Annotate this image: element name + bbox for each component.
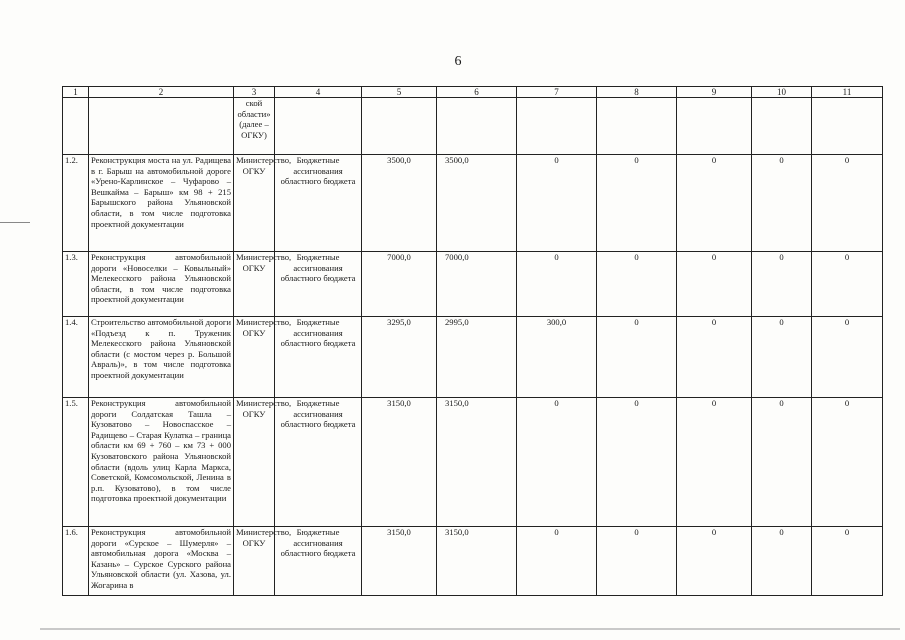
project-name: Реконструкция автомобильной дороги «Новоселки – Ковыльный» Мелекесского района Ульяновской области, в том числе подготовка проектной документации bbox=[89, 252, 234, 317]
value-cell: 0 bbox=[752, 155, 812, 252]
col-header: 5 bbox=[362, 87, 437, 98]
value-cell: 0 bbox=[517, 527, 597, 596]
col-header: 8 bbox=[597, 87, 677, 98]
value-cell: 3150,0 bbox=[437, 527, 517, 596]
value-cell: 2995,0 bbox=[437, 317, 517, 398]
col-header: 7 bbox=[517, 87, 597, 98]
row-number: 1.6. bbox=[63, 527, 89, 596]
col-header: 3 bbox=[234, 87, 275, 98]
value-cell: 3150,0 bbox=[437, 398, 517, 527]
page-number: 6 bbox=[454, 54, 462, 69]
project-name: Реконструкция автомобильной дороги Солдатская Ташла – Кузоватово – Новоспасское – Радищево – Старая Кулатка – граница области км 69 + 760 – км 73 + 000 Кузоватовского района Ульяновской области (вдоль улиц Карла Маркса, Советской, Комсомольской, Ленина в р.п. Кузоватово), в том числе подготовка проектной документации bbox=[89, 398, 234, 527]
table-row bbox=[63, 527, 883, 596]
table-row bbox=[63, 398, 883, 527]
project-name: Реконструкция моста на ул. Радищева в г. Барыш на автомобильной дороге «Уренo-Карлинское – Чуфарово – Вешкайма – Барыш» км 98 + 215 Барышского района Ульяновской области, в том числе подготовка проектной документации bbox=[89, 155, 234, 252]
value-cell: 0 bbox=[677, 317, 752, 398]
funding-source: Бюджетные ассигнования областного бюджета bbox=[275, 398, 362, 527]
value-cell: 0 bbox=[752, 398, 812, 527]
responsible-cell: ской области» (далее – ОГКУ) bbox=[234, 98, 275, 155]
value-cell: 0 bbox=[597, 317, 677, 398]
value-cell: 0 bbox=[597, 252, 677, 317]
row-number: 1.3. bbox=[63, 252, 89, 317]
value-cell: 0 bbox=[752, 317, 812, 398]
value-cell: 3150,0 bbox=[362, 398, 437, 527]
value-cell: 0 bbox=[812, 527, 883, 596]
value-cell: 0 bbox=[752, 252, 812, 317]
responsible-cell: Министерство, ОГКУ bbox=[234, 527, 275, 596]
value-cell: 0 bbox=[677, 398, 752, 527]
value-cell: 7000,0 bbox=[437, 252, 517, 317]
margin-mark bbox=[0, 222, 30, 223]
value-cell: 0 bbox=[677, 252, 752, 317]
col-header: 6 bbox=[437, 87, 517, 98]
value-cell: 0 bbox=[812, 317, 883, 398]
row-number: 1.4. bbox=[63, 317, 89, 398]
col-header: 2 bbox=[89, 87, 234, 98]
value-cell: 0 bbox=[812, 155, 883, 252]
value-cell: 0 bbox=[677, 527, 752, 596]
responsible-cell: Министерство, ОГКУ bbox=[234, 155, 275, 252]
col-header: 1 bbox=[63, 87, 89, 98]
value-cell: 0 bbox=[517, 155, 597, 252]
row-number: 1.5. bbox=[63, 398, 89, 527]
value-cell: 3295,0 bbox=[362, 317, 437, 398]
value-cell: 0 bbox=[752, 527, 812, 596]
funding-source: Бюджетные ассигнования областного бюджета bbox=[275, 317, 362, 398]
scan-artifact-line bbox=[40, 628, 900, 630]
value-cell: 0 bbox=[517, 398, 597, 527]
value-cell: 3500,0 bbox=[437, 155, 517, 252]
col-header: 11 bbox=[812, 87, 883, 98]
value-cell: 300,0 bbox=[517, 317, 597, 398]
project-name: Реконструкция автомобильной дороги «Сурское – Шумерля» – автомобильная дорога «Москва – Казань» – Сурское Сурского района Ульяновской области (ул. Хазова, ул. Жогарина в bbox=[89, 527, 234, 596]
row-number: 1.2. bbox=[63, 155, 89, 252]
col-header: 4 bbox=[275, 87, 362, 98]
value-cell: 0 bbox=[597, 527, 677, 596]
value-cell: 0 bbox=[677, 155, 752, 252]
responsible-cell: Министерство, ОГКУ bbox=[234, 317, 275, 398]
value-cell: 7000,0 bbox=[362, 252, 437, 317]
column-number-row bbox=[63, 87, 883, 98]
value-cell: 3150,0 bbox=[362, 527, 437, 596]
budget-table bbox=[62, 86, 883, 596]
value-cell: 0 bbox=[597, 155, 677, 252]
responsible-cell: Министерство, ОГКУ bbox=[234, 252, 275, 317]
funding-source: Бюджетные ассигнования областного бюджета bbox=[275, 252, 362, 317]
table-row bbox=[63, 155, 883, 252]
value-cell: 3500,0 bbox=[362, 155, 437, 252]
value-cell: 0 bbox=[517, 252, 597, 317]
table-row bbox=[63, 317, 883, 398]
continuation-row bbox=[63, 98, 883, 155]
project-name: Строительство автомобильной дороги «Подъезд к п. Труженик Мелекесского района Ульяновской области (с мостом через р. Большой Авраль)», в том числе подготовка проектной документации bbox=[89, 317, 234, 398]
value-cell: 0 bbox=[812, 398, 883, 527]
table-row bbox=[63, 252, 883, 317]
funding-source: Бюджетные ассигнования областного бюджета bbox=[275, 527, 362, 596]
funding-source: Бюджетные ассигнования областного бюджета bbox=[275, 155, 362, 252]
value-cell: 0 bbox=[812, 252, 883, 317]
responsible-cell: Министерство, ОГКУ bbox=[234, 398, 275, 527]
value-cell: 0 bbox=[597, 398, 677, 527]
col-header: 10 bbox=[752, 87, 812, 98]
col-header: 9 bbox=[677, 87, 752, 98]
